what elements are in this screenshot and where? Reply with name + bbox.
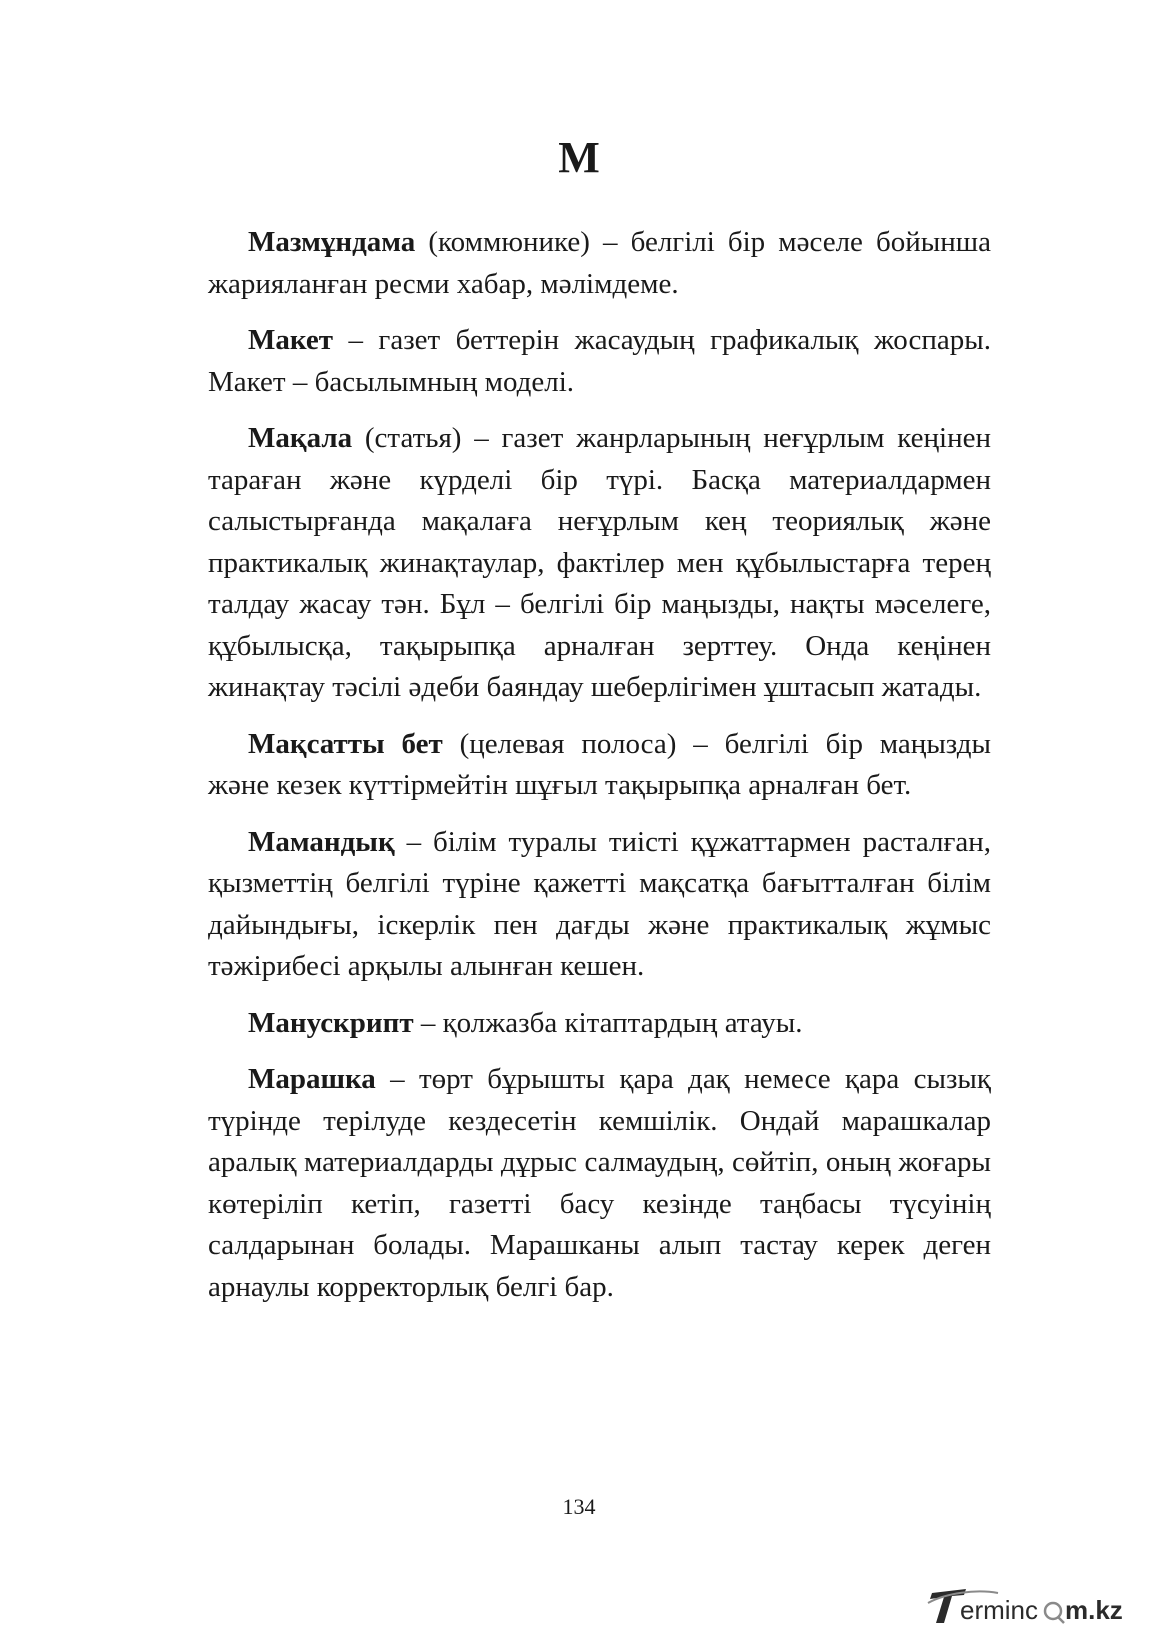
glossary-entry <box>208 418 991 709</box>
entry-term: Макет <box>248 324 333 356</box>
entry-definition: (коммюнике) – белгілі бір мәселе бойынша жарияланған ресми хабар, мәлімдеме. <box>208 226 991 300</box>
glossary-entry <box>208 320 991 403</box>
entry-term: Мақсатты бет <box>248 727 443 760</box>
entry-definition: (целевая полоса) – белгілі бір маңызды және кезек күттірмейтін шұғыл тақырыпқа арналған бет. <box>208 727 991 801</box>
entry-definition: – білім туралы тиісті құжаттармен расталған, қызметтің белгілі түріне қажетті мақсатқа бағытталған білім дайындығы, іскерлік пен дағды және практикалық жұмыс тәжірибесі арқылы алынған кешен. <box>208 825 991 982</box>
entry-definition: – қолжазба кітаптардың атауы. <box>413 1006 803 1039</box>
entry-term: Мақала <box>248 422 353 454</box>
glossary-entry <box>208 1059 991 1308</box>
entry-term: Мазмұндама <box>248 226 416 258</box>
termincom-watermark-logo <box>926 1583 1136 1629</box>
glossary-entries <box>208 222 991 1323</box>
glossary-entry <box>208 822 991 988</box>
glossary-entry <box>208 724 991 807</box>
entry-definition: – төрт бұрышты қара дақ немесе қара сызық түрінде терілуде кездесетін кемшілік. Ондай марашкалар аралық материалдарды дұрыс салмаудың, сөйтіп, оның жоғары көтеріліп кетіп, газетті басу кезінде таңбасы түсуінің салдарынан болады. Марашканы алып тастау керек деген арнаулы корректорлық белгі бар. <box>208 1063 991 1303</box>
entry-term: Марашка <box>248 1063 376 1095</box>
entry-term: Манускрипт <box>248 1006 414 1039</box>
entry-term: Мамандық <box>248 825 395 858</box>
watermark-text-part-2: m.kz <box>1065 1595 1123 1625</box>
glossary-entry <box>208 222 991 305</box>
watermark-text-part-1: erminc <box>960 1595 1039 1625</box>
section-letter-heading: М <box>558 133 600 182</box>
glossary-entry <box>208 1003 991 1045</box>
entry-definition: – газет беттерін жасаудың графикалық жоспары. Макет – басылымның моделі. <box>208 324 991 398</box>
entry-definition: (статья) – газет жанрларының неғұрлым кеңінен тараған және күрделі бір түрі. Басқа материалдармен салыстырғанда мақалаға неғұрлым кең теориялық және практикалық жинақтаулар, фактілер мен құбылыстарға терең талдау жасау тән. Бұл – белгілі бір маңызды, нақты мәселеге, құбылысқа, тақырыпқа арналған зерттеу. Онда кеңінен жинақтау тәсілі әдеби баяндау шеберлігімен ұштасып жатады. <box>208 422 991 703</box>
watermark-lens-icon <box>1045 1603 1064 1623</box>
page-number: 134 <box>562 1494 596 1519</box>
